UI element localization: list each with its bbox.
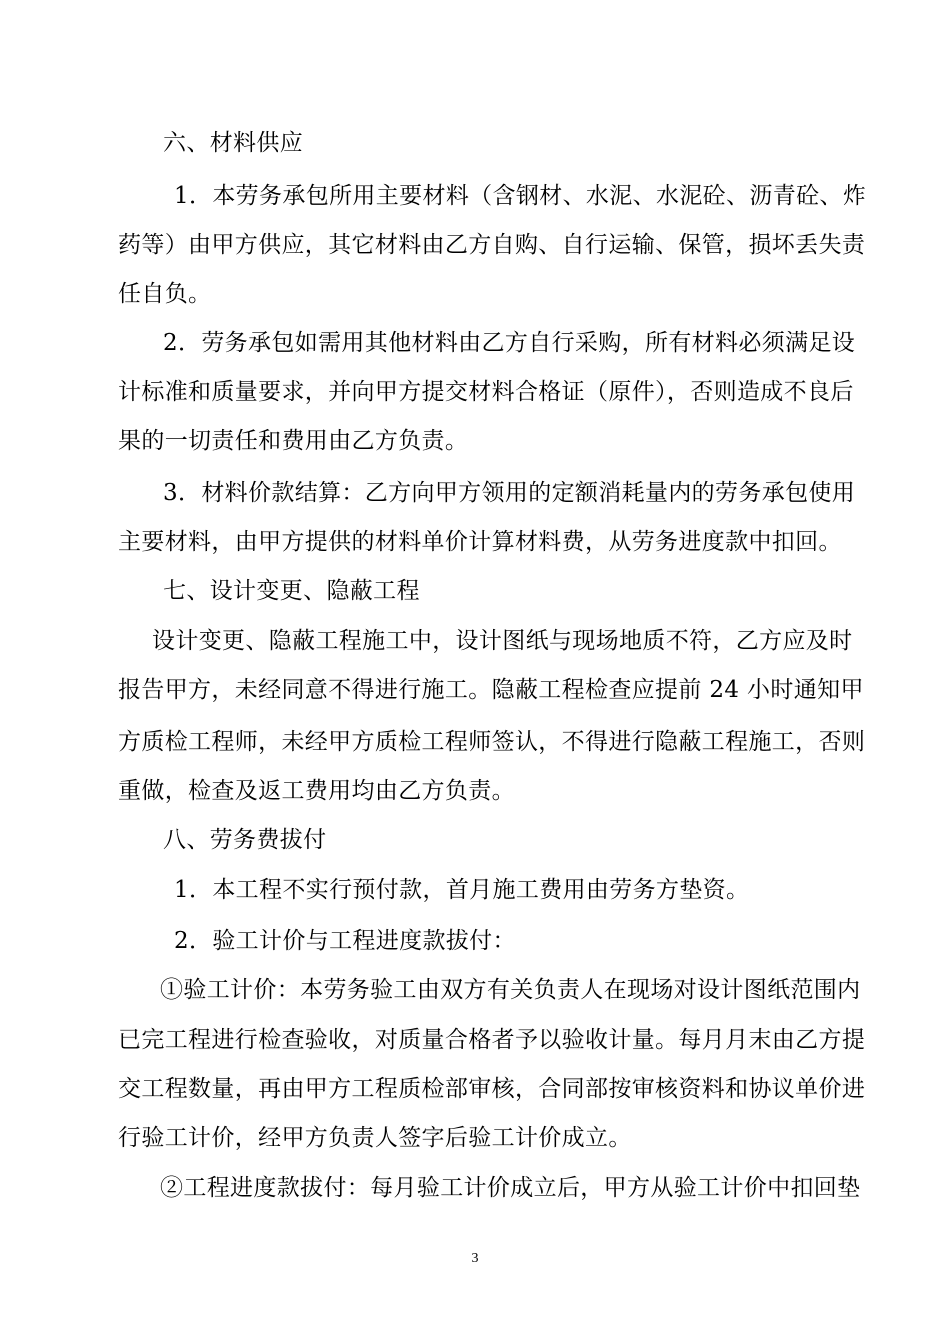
paragraph-line: 主要材料，由甲方提供的材料单价计算材料费，从劳务进度款中扣回。: [118, 529, 842, 555]
paragraph-line: 3．材料价款结算：乙方向甲方领用的定额消耗量内的劳务承包使用: [163, 480, 856, 506]
section-heading-labor-payment: 八、劳务费拔付: [163, 827, 327, 853]
paragraph-line: 设计变更、隐蔽工程施工中，设计图纸与现场地质不符，乙方应及时: [152, 628, 853, 654]
paragraph-line: 方质检工程师，未经甲方质检工程师签认，不得进行隐蔽工程施工，否则: [118, 729, 866, 755]
paragraph-line: 2．验工计价与工程进度款拔付：: [174, 928, 516, 954]
paragraph-line: ②工程进度款拔付：每月验工计价成立后，甲方从验工计价中扣回垫: [160, 1175, 861, 1201]
paragraph-line: 计标准和质量要求，并向甲方提交材料合格证（原件），否则造成不良后: [118, 379, 854, 405]
paragraph-line: 药等）由甲方供应，其它材料由乙方自购、自行运输、保管，损坏丢失责: [118, 232, 866, 258]
paragraph-line: 交工程数量，再由甲方工程质检部审核，合同部按审核资料和协议单价进: [118, 1076, 866, 1102]
paragraph-line: 1．本工程不实行预付款，首月施工费用由劳务方垫资。: [174, 877, 750, 903]
paragraph-line: 任自负。: [118, 281, 212, 307]
paragraph-line: ①验工计价：本劳务验工由双方有关负责人在现场对设计图纸范围内: [160, 977, 861, 1003]
paragraph-line: 果的一切责任和费用由乙方负责。: [118, 428, 469, 454]
paragraph-line: 已完工程进行检查验收，对质量合格者予以验收计量。每月月末由乙方提: [118, 1027, 866, 1053]
paragraph-line: 2．劳务承包如需用其他材料由乙方自行采购，所有材料必须满足设: [163, 330, 856, 356]
section-heading-design-change: 七、设计变更、隐蔽工程: [163, 578, 420, 604]
paragraph-line: 1．本劳务承包所用主要材料（含钢材、水泥、水泥砼、沥青砼、炸: [174, 183, 867, 209]
paragraph-line: 报告甲方，未经同意不得进行施工。隐蔽工程检查应提前 24 小时通知甲: [118, 677, 864, 703]
page-number: 3: [471, 1251, 479, 1266]
section-heading-materials: 六、材料供应: [163, 130, 304, 156]
paragraph-line: 重做，检查及返工费用均由乙方负责。: [118, 778, 515, 804]
paragraph-line: 行验工计价，经甲方负责人签字后验工计价成立。: [118, 1125, 632, 1151]
